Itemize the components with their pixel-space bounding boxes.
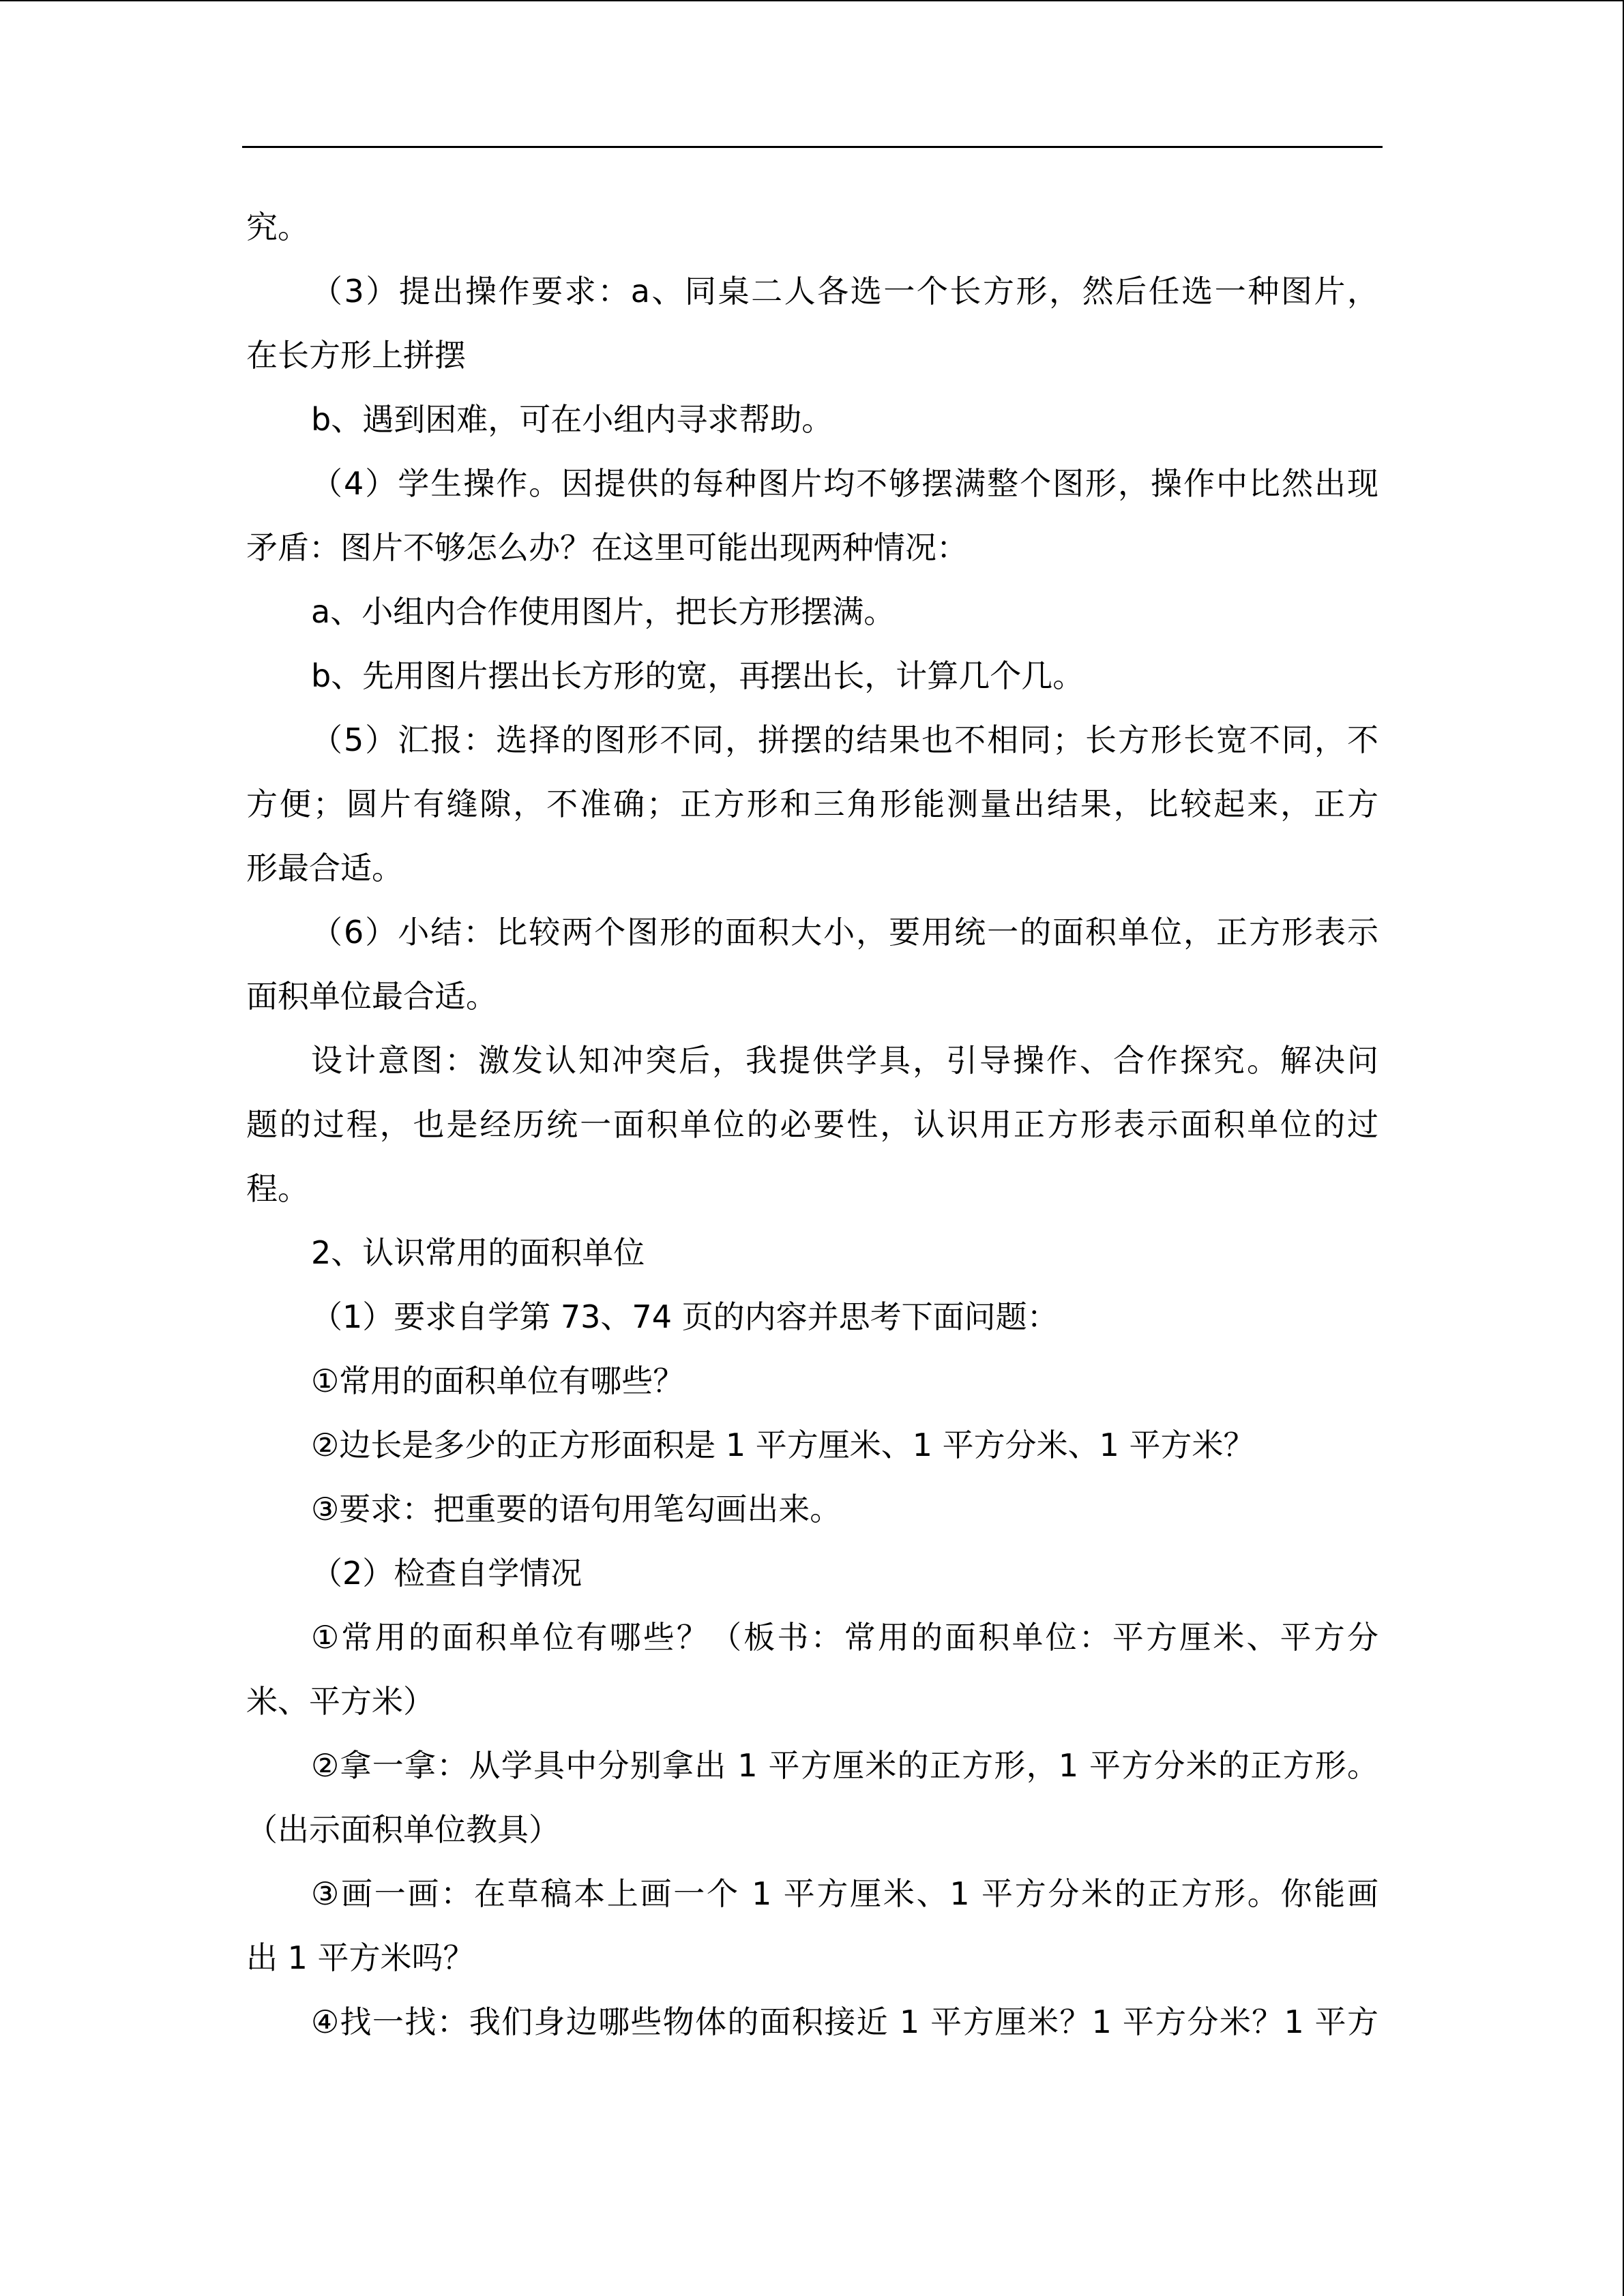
text-line: ③要求：把重要的语句用笔勾画出来。 (311, 1491, 842, 1527)
text-line: （6）小结：比较两个图形的面积大小，要用统一的面积单位，正方形表示 (311, 914, 1378, 951)
text-line: 米、平方米） (246, 1683, 434, 1720)
text-line: ①常用的面积单位有哪些？（板书：常用的面积单位：平方厘米、平方分 (311, 1619, 1378, 1656)
header-rule (242, 146, 1383, 148)
text-line: （2）检查自学情况 (311, 1555, 582, 1592)
text-line: （4）学生操作。因提供的每种图片均不够摆满整个图形，操作中比然出现 (311, 465, 1378, 502)
text-line: 方便；圆片有缝隙，不准确；正方形和三角形能测量出结果，比较起来，正方 (246, 786, 1378, 822)
text-line: ③画一画：在草稿本上画一个 1 平方厘米、1 平方分米的正方形。你能画 (311, 1875, 1378, 1912)
text-line: 出 1 平方米吗？ (246, 1939, 475, 1976)
text-line: 程。 (246, 1170, 309, 1207)
text-line: （出示面积单位教具） (246, 1811, 560, 1848)
text-line: ④找一找：我们身边哪些物体的面积接近 1 平方厘米？1 平方分米？1 平方 (311, 2003, 1378, 2040)
text-line: 在长方形上拼摆 (246, 337, 466, 374)
text-line: 究。 (246, 209, 309, 245)
text-line: ②拿一拿：从学具中分别拿出 1 平方厘米的正方形，1 平方分米的正方形。 (311, 1747, 1378, 1784)
text-line: b、遇到困难，可在小组内寻求帮助。 (311, 401, 833, 438)
text-line: （5）汇报：选择的图形不同，拼摆的结果也不相同；长方形长宽不同，不 (311, 721, 1378, 758)
text-line: 形最合适。 (246, 850, 403, 886)
text-line: 题的过程，也是经历统一面积单位的必要性，认识用正方形表示面积单位的过 (246, 1106, 1378, 1143)
text-line: （1）要求自学第 73、74 页的内容并思考下面问题： (311, 1298, 1059, 1335)
text-line: ②边长是多少的正方形面积是 1 平方厘米、1 平方分米、1 平方米？ (311, 1427, 1255, 1463)
text-line: 设计意图：激发认知冲突后，我提供学具，引导操作、合作探究。解决问 (311, 1042, 1378, 1079)
text-line: 2、认识常用的面积单位 (311, 1234, 645, 1271)
text-line: b、先用图片摆出长方形的宽，再摆出长，计算几个几。 (311, 657, 1084, 694)
text-line: ①常用的面积单位有哪些？ (311, 1362, 685, 1399)
text-line: 矛盾：图片不够怎么办？在这里可能出现两种情况： (246, 529, 968, 566)
text-line: 面积单位最合适。 (246, 978, 497, 1015)
text-line: a、小组内合作使用图片，把长方形摆满。 (311, 593, 896, 630)
text-line: （3）提出操作要求：a、同桌二人各选一个长方形，然后任选一种图片， (311, 273, 1378, 310)
